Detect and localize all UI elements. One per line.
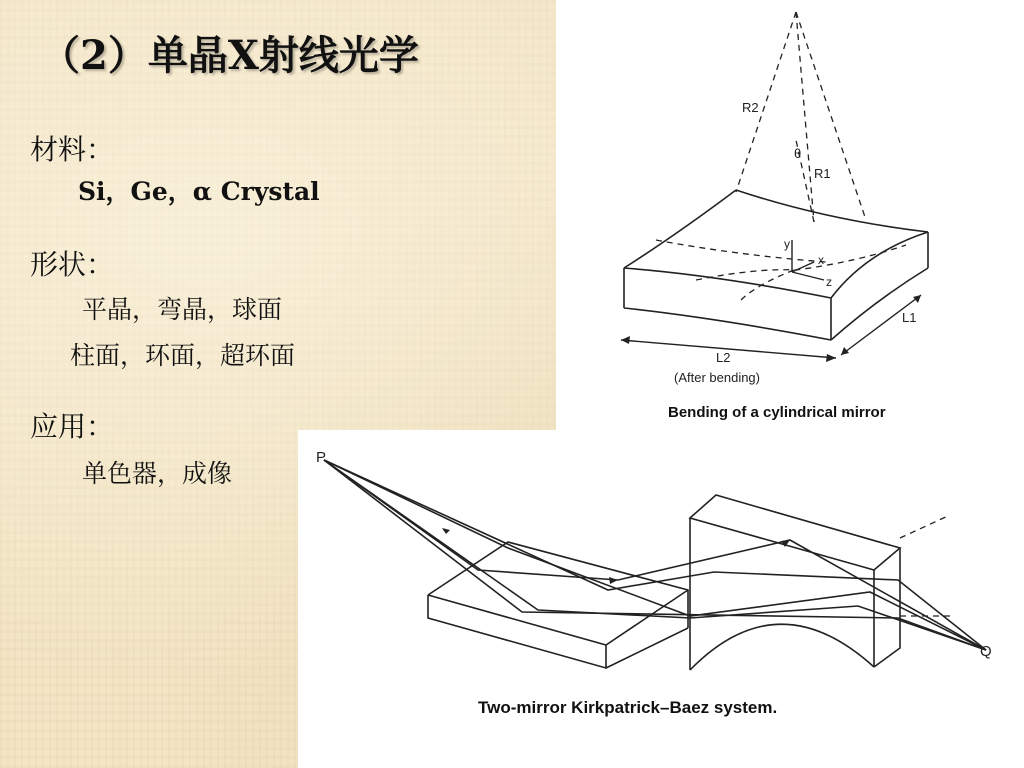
label-l2: L2 [716, 350, 731, 365]
applications-heading: 应用： [30, 410, 115, 443]
materials-item: Si，Ge，α Crystal [78, 177, 320, 206]
top-figure-caption: Bending of a cylindrical mirror [668, 404, 886, 421]
label-q: Q [980, 643, 992, 660]
kirkpatrick-baez-figure [298, 430, 1024, 768]
cylindrical-mirror-figure [556, 0, 1024, 430]
label-y-axis: y [784, 237, 790, 251]
label-x-axis: x [818, 253, 824, 267]
shapes-item-1: 平晶，弯晶，球面 [82, 295, 283, 324]
label-r1: R1 [814, 166, 831, 181]
label-p: P [316, 449, 327, 466]
label-z-axis: z [826, 275, 832, 289]
materials-heading: 材料： [30, 133, 115, 166]
label-r2: R2 [742, 100, 759, 115]
shapes-item-2: 柱面，环面，超环面 [70, 341, 296, 370]
cylindrical-mirror-diagram [556, 0, 1024, 430]
after-bending-note: (After bending) [674, 370, 760, 385]
bottom-figure-caption: Two-mirror Kirkpatrick–Baez system. [478, 698, 778, 717]
label-l1: L1 [902, 310, 917, 325]
slide-title: （2）单晶X射线光学 [40, 32, 419, 79]
applications-item: 单色器，成像 [82, 459, 233, 488]
shapes-heading: 形状： [30, 248, 115, 281]
label-theta: θ [794, 146, 802, 161]
